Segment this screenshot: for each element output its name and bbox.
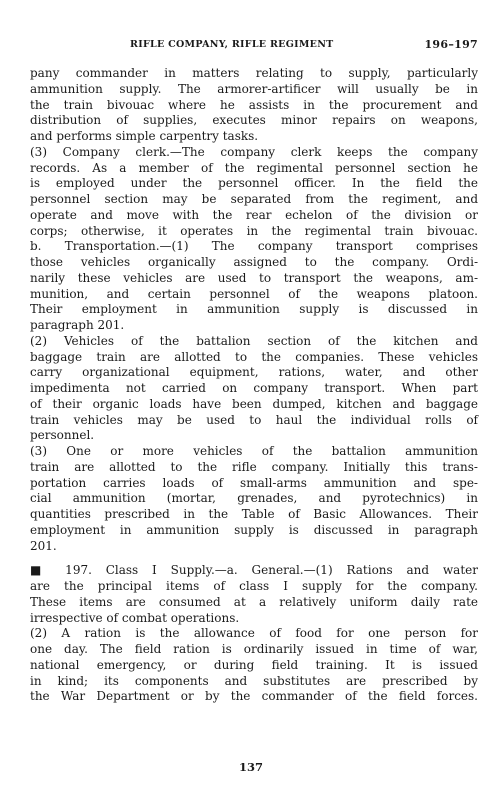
text-line: train are allotted to the rifle company. Initially this trans- (30, 459, 478, 474)
text-line: 201. (30, 538, 57, 553)
text-line: records. As a member of the regimental personnel section he (30, 160, 478, 175)
text-line: b. Transportation.—(1) The company transport comprises (30, 239, 478, 254)
text-line: pany commander in matters relating to supply, particularly (30, 66, 478, 80)
text-line: (3) Company clerk.—The company clerk keeps the company (30, 144, 478, 159)
text-line: one day. The field ration is ordinarily issued in time of war, (30, 642, 478, 656)
text-line: those vehicles organically assigned to the company. Ordi- (30, 255, 478, 269)
text-line: These items are consumed at a relatively uniform daily rate (30, 594, 478, 609)
text-line: employment in ammunition supply is discussed in paragraph (30, 522, 478, 537)
text-line: quantities prescribed in the Table of Basic Allowances. Their (30, 507, 478, 521)
text-line: irrespective of combat operations. (30, 610, 240, 625)
text-line: narily these vehicles are used to transport the weapons, am- (30, 270, 478, 285)
text-line: the War Department or by the commander of the field forces. (30, 689, 478, 704)
text-line: impedimenta not carried on company transport. When part (30, 381, 478, 395)
text-line: personnel section may be separated from the regiment, and (30, 192, 478, 206)
text-line: corps; otherwise, it operates in the regimental train bivouac. (30, 223, 478, 238)
text-line: portation carries loads of small-arms ammunition and spe- (30, 475, 478, 490)
text-line: personnel. (30, 428, 95, 443)
text-line: ammunition supply. The armorer-artificer will usually be in (30, 81, 478, 96)
text-line: in kind; its components and substitutes are prescribed by (30, 673, 478, 688)
text-line: munition, and certain personnel of the weapons platoon. (30, 286, 478, 301)
text-line: and performs simple carpentry tasks. (30, 129, 259, 143)
text-line: national emergency, or during field training. It is issued (30, 657, 478, 672)
text-line: baggage train are allotted to the companies. These vehicles (30, 349, 478, 364)
running-title: RIFLE COMPANY, RIFLE REGIMENT (130, 39, 334, 50)
running-head (30, 39, 478, 53)
text-line: (2) Vehicles of the battalion section of the kitchen and (30, 333, 478, 348)
text-line: of their organic loads have been dumped, kitchen and baggage (30, 396, 478, 411)
page-range: 196–197 (424, 38, 478, 51)
text-line: Their employment in ammunition supply is discussed in (30, 302, 478, 317)
text-line: paragraph 201. (30, 318, 125, 332)
text-line: distribution of supplies, executes minor repairs on weapons, (30, 113, 478, 128)
text-line: (2) A ration is the allowance of food for one person for (30, 626, 478, 641)
text-line: cial ammunition (mortar, grenades, and pyrotechnics) in (30, 491, 478, 506)
paragraph-gap (30, 554, 478, 563)
text-line: the train bivouac where he assists in the procurement and (30, 97, 478, 112)
body-text (30, 66, 478, 705)
text-line: operate and move with the rear echelon of the division or (30, 207, 478, 222)
text-line: ■ 197. Class I Supply.—a. General.—(1) Rations and water (30, 563, 478, 578)
text-line: is employed under the personnel officer. In the field the (30, 176, 478, 191)
text-line: carry organizational equipment, rations, water, and other (30, 365, 478, 380)
text-line: train vehicles may be used to haul the individual rolls of (30, 412, 478, 427)
text-line: (3) One or more vehicles of the battalion ammunition (30, 444, 478, 458)
text-line: are the principal items of class I supply for the company. (30, 579, 478, 593)
page-number: 137 (238, 760, 263, 774)
